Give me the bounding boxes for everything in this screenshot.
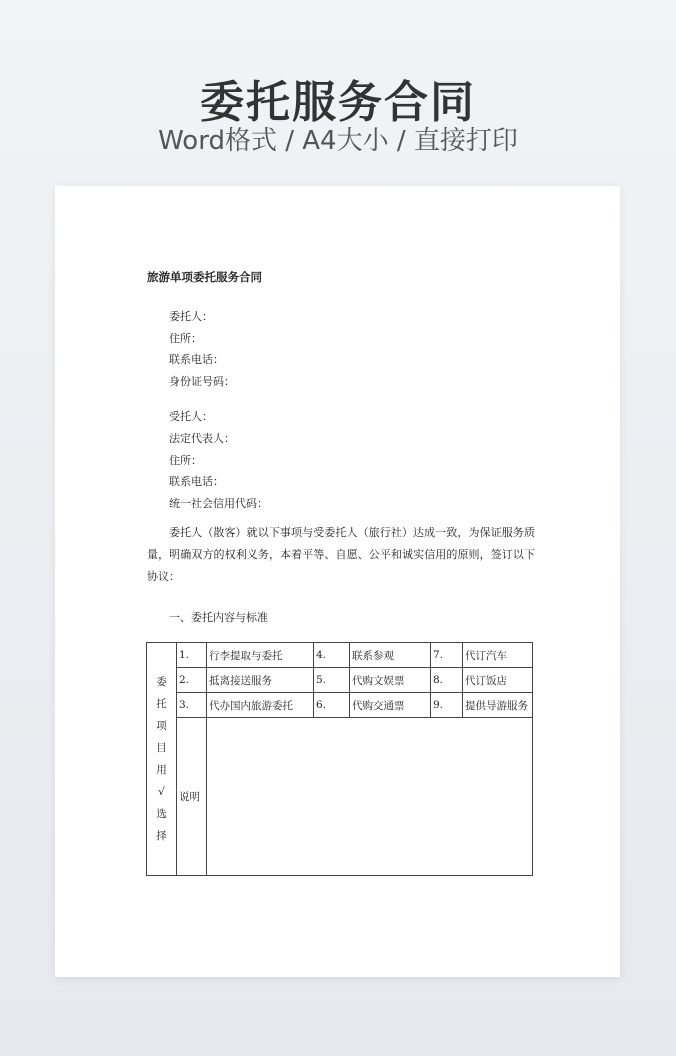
document-title: 旅游单项委托服务合同 [147, 270, 262, 284]
note-cell [207, 718, 533, 876]
party-a-line: 住所： [169, 332, 202, 345]
delegation-table [146, 642, 533, 876]
document-page [55, 186, 620, 977]
banner-subtitle: Word格式 / A4大小 / 直接打印 [158, 126, 518, 156]
item-number: 7. [431, 643, 463, 668]
item-text: 代订饭店 [463, 668, 533, 693]
party-b-line: 法定代表人： [169, 432, 235, 445]
item-text: 提供导游服务 [463, 693, 533, 718]
item-number: 6. [314, 693, 350, 718]
intro-paragraph: 委托人（散客）就以下事项与受委托人（旅行社）达成一致，为保证服务质量，明确双方的权利义务，本着平等、自愿、公平和诚实信用的原则，签订以下协议： [147, 526, 535, 583]
party-b-line: 联系电话： [169, 475, 224, 488]
party-b-line: 住所： [169, 454, 202, 467]
party-a-line: 身份证号码： [169, 375, 235, 388]
item-number: 2. [177, 668, 207, 693]
banner-title: 委托服务合同 [200, 77, 476, 128]
item-number: 4. [314, 643, 350, 668]
item-number: 8. [431, 668, 463, 693]
party-a-line: 联系电话： [169, 353, 224, 366]
section-heading: 一、委托内容与标准 [169, 611, 268, 624]
table-row [147, 643, 533, 668]
note-row [147, 718, 533, 876]
item-text: 代办国内旅游委托 [207, 693, 314, 718]
table-row [147, 693, 533, 718]
item-number: 3. [177, 693, 207, 718]
item-text: 联系参观 [350, 643, 431, 668]
item-number: 5. [314, 668, 350, 693]
item-text: 代订汽车 [463, 643, 533, 668]
party-b-line: 统一社会信用代码： [169, 497, 268, 510]
party-a-line: 委托人： [169, 310, 213, 323]
item-text: 代购交通票 [350, 693, 431, 718]
item-text: 代购文娱票 [350, 668, 431, 693]
side-label: 委 托 项 目 用 √ 选 择 [147, 643, 177, 876]
table-row [147, 668, 533, 693]
note-label: 说明 [177, 718, 207, 876]
item-number: 9. [431, 693, 463, 718]
party-b-line: 受托人： [169, 410, 213, 423]
item-text: 行李提取与委托 [207, 643, 314, 668]
item-number: 1. [177, 643, 207, 668]
item-text: 抵离接送服务 [207, 668, 314, 693]
